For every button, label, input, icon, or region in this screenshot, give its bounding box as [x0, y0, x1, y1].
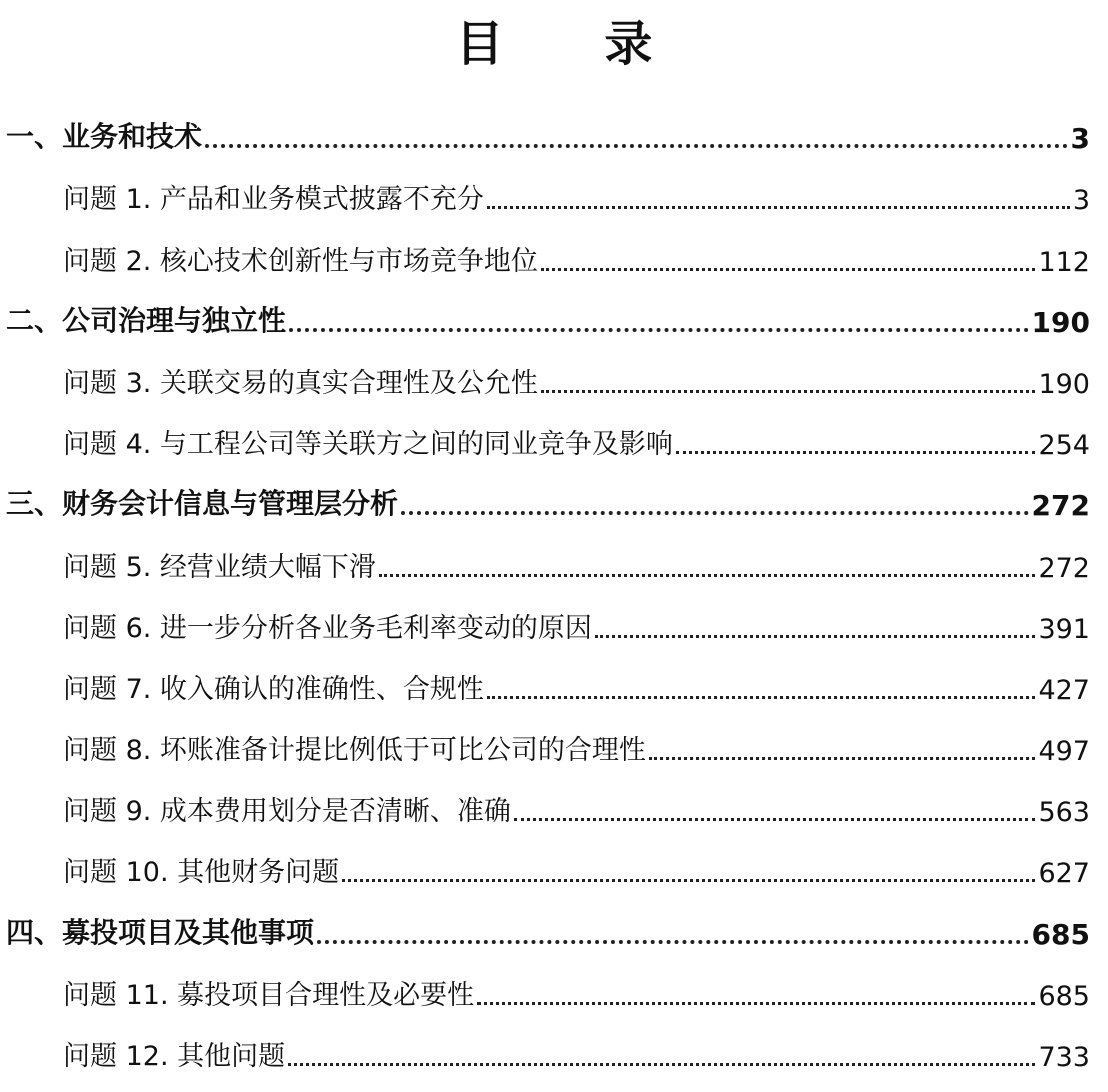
toc-item-6[interactable]	[0, 594, 1108, 655]
toc-label: 问题 4. 与工程公司等关联方之间的同业竞争及影响	[63, 429, 673, 461]
toc-page-number: 685	[1031, 917, 1090, 951]
dot-leader	[288, 1063, 1035, 1066]
toc-label: 四、募投项目及其他事项	[6, 915, 315, 949]
toc-page-number: 563	[1038, 797, 1090, 829]
toc-item-12[interactable]	[0, 1022, 1108, 1083]
toc-item-10[interactable]	[0, 838, 1108, 899]
dot-leader	[487, 696, 1036, 699]
toc-page-number: 391	[1038, 613, 1090, 645]
dot-leader	[676, 451, 1036, 454]
toc-page-number: 254	[1038, 430, 1090, 462]
toc-label: 问题 3. 关联交易的真实合理性及公允性	[63, 367, 538, 399]
dot-leader	[342, 879, 1035, 882]
toc-label: 问题 8. 坏账准备计提比例低于可比公司的合理性	[63, 735, 646, 767]
table-of-contents	[0, 104, 1108, 1083]
toc-page-number: 733	[1038, 1042, 1090, 1073]
dot-leader	[649, 757, 1036, 760]
dot-leader	[595, 635, 1036, 638]
toc-section-1[interactable]	[0, 104, 1108, 165]
toc-page-number: 3	[1070, 122, 1090, 156]
toc-page-number: 190	[1031, 305, 1090, 339]
toc-label: 三、财务会计信息与管理层分析	[6, 487, 399, 521]
toc-page-number: 112	[1038, 246, 1090, 278]
toc-page-number: 627	[1038, 858, 1090, 890]
toc-label: 一、业务和技术	[6, 120, 203, 154]
toc-item-2[interactable]	[0, 226, 1108, 287]
dot-leader	[541, 390, 1036, 393]
toc-label: 问题 5. 经营业绩大幅下滑	[63, 551, 376, 583]
toc-page-number: 190	[1038, 368, 1090, 400]
toc-section-2[interactable]	[0, 288, 1108, 349]
toc-label: 问题 12. 其他问题	[63, 1041, 286, 1072]
toc-page-number: 272	[1038, 552, 1090, 584]
toc-page-number: 272	[1031, 489, 1090, 523]
page-title: 目 录	[455, 16, 695, 72]
toc-page-number: 685	[1038, 980, 1090, 1012]
toc-item-1[interactable]	[0, 165, 1108, 226]
toc-item-5[interactable]	[0, 532, 1108, 593]
toc-item-4[interactable]	[0, 410, 1108, 471]
toc-label: 问题 11. 募投项目合理性及必要性	[63, 979, 475, 1011]
dot-leader	[514, 818, 1036, 821]
toc-page-number: 3	[1072, 185, 1090, 217]
toc-item-9[interactable]	[0, 777, 1108, 838]
toc-section-4[interactable]	[0, 899, 1108, 960]
toc-label: 问题 2. 核心技术创新性与市场竞争地位	[63, 245, 538, 277]
dot-leader	[379, 574, 1036, 577]
dot-leader	[477, 1002, 1035, 1005]
dot-leader	[541, 268, 1036, 271]
toc-page-number: 427	[1038, 674, 1090, 706]
toc-page-number: 497	[1038, 736, 1090, 768]
toc-item-11[interactable]	[0, 961, 1108, 1022]
dot-leader	[317, 940, 1029, 944]
dot-leader	[289, 328, 1029, 332]
toc-item-8[interactable]	[0, 716, 1108, 777]
dot-leader	[401, 511, 1029, 515]
toc-label: 问题 9. 成本费用划分是否清晰、准确	[63, 796, 511, 828]
dot-leader	[205, 144, 1068, 148]
toc-label: 问题 6. 进一步分析各业务毛利率变动的原因	[63, 612, 592, 644]
toc-section-3[interactable]	[0, 471, 1108, 532]
toc-item-7[interactable]	[0, 655, 1108, 716]
dot-leader	[487, 206, 1070, 209]
toc-label: 问题 7. 收入确认的准确性、合规性	[63, 673, 484, 705]
toc-label: 二、公司治理与独立性	[6, 303, 287, 337]
toc-label: 问题 1. 产品和业务模式披露不充分	[63, 184, 484, 216]
toc-item-3[interactable]	[0, 349, 1108, 410]
toc-label: 问题 10. 其他财务问题	[63, 857, 340, 889]
